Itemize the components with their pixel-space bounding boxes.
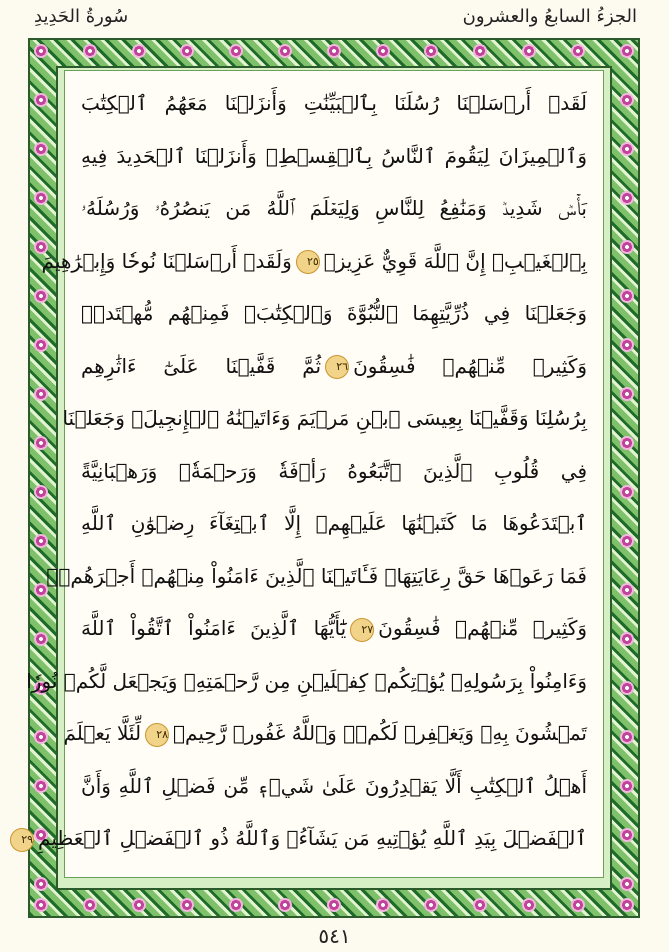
page-header xyxy=(0,0,669,40)
verse-text: تَمۡشُونَ بِهِۦ وَيَغۡفِرۡ لَكُمۡۚ وَٱللَّهُ غَفُورٞ رَّحِيمٞ xyxy=(173,721,587,745)
verse-text: لَقَدۡ أَرۡسَلۡنَا رُسُلَنَا بِٱلۡبَيِّنَٰتِ وَأَنزَلۡنَا مَعَهُمُ ٱلۡكِتَٰبَ xyxy=(81,91,587,115)
rosette-ornament xyxy=(620,93,634,107)
verse-text: ٱلۡفَضۡلَ بِيَدِ ٱللَّهِ يُؤۡتِيهِ مَن يَشَآءُۚ وَٱللَّهُ ذُو ٱلۡفَضۡلِ ٱلۡعَظِيمِ xyxy=(38,826,587,850)
ayah-number-marker: ٢٦ xyxy=(325,355,349,379)
rosette-ornament xyxy=(620,877,634,891)
rosette-ornament xyxy=(34,289,48,303)
rosette-ornament xyxy=(34,779,48,793)
surah-title: سُورةُ الحَدِيدِ xyxy=(34,6,129,27)
verse-text: بَأۡسٞ شَدِيدٞ وَمَنَٰفِعُ لِلنَّاسِ وَلِيَعۡلَمَ ٱللَّهُ مَن يَنصُرُهُۥ وَرُسُلَهُۥ xyxy=(81,196,587,220)
rosette-ornament xyxy=(620,191,634,205)
rosette-ornament xyxy=(376,898,390,912)
rosette-ornament xyxy=(278,898,292,912)
rosette-ornament xyxy=(620,779,634,793)
verse-line xyxy=(41,241,587,281)
rosette-ornament xyxy=(34,730,48,744)
verse-text: وَٱلۡمِيزَانَ لِيَقُومَ ٱلنَّاسُ بِٱلۡقِسۡطِۖ وَأَنزَلۡنَا ٱلۡحَدِيدَ فِيهِ xyxy=(81,143,587,168)
rosette-ornament xyxy=(522,44,536,58)
rosette-ornament xyxy=(571,44,585,58)
rosette-ornament xyxy=(620,44,634,58)
rosette-ornament xyxy=(34,436,48,450)
verse-text: لِّئَلَّا يَعۡلَمَ xyxy=(63,721,142,745)
rosette-ornament xyxy=(620,534,634,548)
verse-text: أَهۡلُ ٱلۡكِتَٰبِ أَلَّا يَقۡدِرُونَ عَلَىٰ شَيۡءٖ مِّن فَضۡلِ ٱللَّهِ وَأَنَّ xyxy=(81,773,587,798)
verse-text: ثُمَّ قَفَّيۡنَا عَلَىٰٓ ءَاثَٰرِهِم xyxy=(81,353,322,378)
verse-line xyxy=(62,398,587,438)
verse-text: فَمَا رَعَوۡهَا حَقَّ رِعَايَتِهَاۖ فَـَٔاتَيۡنَا ٱلَّذِينَ ءَامَنُواْ مِنۡهُمۡ أَجۡرَهُمۡۖ xyxy=(46,563,587,588)
rosette-ornament xyxy=(34,44,48,58)
verse-text: بِرُسُلِنَا وَقَفَّيۡنَا بِعِيسَى ٱبۡنِ مَرۡيَمَ وَءَاتَيۡنَٰهُ ٱلۡإِنجِيلَۖ وَجَعَلۡنَا xyxy=(62,406,587,430)
verse-line xyxy=(81,346,587,386)
verse-line xyxy=(81,451,587,491)
verse-line xyxy=(81,188,587,228)
verse-line xyxy=(21,818,587,858)
rosette-ornament xyxy=(522,898,536,912)
rosette-ornament xyxy=(620,632,634,646)
ayah-number-marker: ٢٨ xyxy=(145,723,169,747)
rosette-ornament xyxy=(278,44,292,58)
ayah-number-marker: ٢٩ xyxy=(10,828,34,852)
verse-line xyxy=(81,293,587,333)
ayah-number-marker: ٢٥ xyxy=(296,250,320,274)
rosette-ornament xyxy=(571,898,585,912)
verse-text: وَكَثِيرٞ مِّنۡهُمۡ فَٰسِقُونَ xyxy=(353,353,587,378)
verse-text: وَكَثِيرٞ مِّنۡهُمۡ فَٰسِقُونَ xyxy=(378,616,587,640)
verse-line xyxy=(81,503,587,543)
verse-text: وَجَعَلۡنَا فِي ذُرِّيَّتِهِمَا ٱلنُّبُوَّةَ وَٱلۡكِتَٰبَۖ فَمِنۡهُم مُّهۡتَدٖۖ xyxy=(81,301,587,325)
verse-line xyxy=(81,608,587,648)
verse-text: وَلَقَدۡ أَرۡسَلۡنَا نُوحٗا وَإِبۡرَٰهِيمَ xyxy=(41,248,292,273)
verse-line xyxy=(81,766,587,806)
rosette-ornament xyxy=(620,387,634,401)
rosette-ornament xyxy=(132,898,146,912)
rosette-ornament xyxy=(327,898,341,912)
rosette-ornament xyxy=(34,191,48,205)
verse-text: ٱبۡتَدَعُوهَا مَا كَتَبۡنَٰهَا عَلَيۡهِمۡ إِلَّا ٱبۡتِغَآءَ رِضۡوَٰنِ ٱللَّهِ xyxy=(81,511,587,535)
verse-line xyxy=(63,713,587,753)
rosette-ornament xyxy=(620,898,634,912)
rosette-ornament xyxy=(620,142,634,156)
verse-line xyxy=(81,136,587,176)
juz-title: الجزءُ السابعُ والعشرون xyxy=(462,6,637,27)
rosette-ornament xyxy=(620,583,634,597)
rosette-ornament xyxy=(34,338,48,352)
verse-text: بِٱلۡغَيۡبِۚ إِنَّ ٱللَّهَ قَوِيٌّ عَزِيزٞ xyxy=(323,248,587,273)
verse-text: فِي قُلُوبِ ٱلَّذِينَ ٱتَّبَعُوهُ رَأۡفَةٗ وَرَحۡمَةٗۚ وَرَهۡبَانِيَّةً xyxy=(81,458,587,483)
rosette-ornament xyxy=(34,898,48,912)
verse-text: وَءَامِنُواْ بِرَسُولِهِۦ يُؤۡتِكُمۡ كِفۡلَيۡنِ مِن رَّحۡمَتِهِۦ وَيَجۡعَل لَّكُمۡ نُورٗا xyxy=(26,668,587,693)
rosette-ornament xyxy=(620,828,634,842)
rosette-ornament xyxy=(34,877,48,891)
rosette-ornament xyxy=(34,632,48,646)
rosette-ornament xyxy=(620,240,634,254)
rosette-ornament xyxy=(132,44,146,58)
rosette-ornament xyxy=(83,44,97,58)
rosette-ornament xyxy=(620,681,634,695)
verse-line xyxy=(46,556,587,596)
rosette-ornament xyxy=(620,485,634,499)
rosette-ornament xyxy=(327,44,341,58)
rosette-ornament xyxy=(620,338,634,352)
page-number: ٥٤١ xyxy=(318,924,351,948)
rosette-ornament xyxy=(34,93,48,107)
rosette-ornament xyxy=(620,730,634,744)
quran-text-area xyxy=(21,70,604,878)
rosette-ornament xyxy=(620,289,634,303)
verse-line xyxy=(26,661,587,701)
verse-text: يَٰٓأَيُّهَا ٱلَّذِينَ ءَامَنُواْ ٱتَّقُواْ ٱللَّهَ xyxy=(81,616,347,640)
rosette-ornament xyxy=(34,387,48,401)
rosette-ornament xyxy=(34,142,48,156)
rosette-ornament xyxy=(34,534,48,548)
rosette-ornament xyxy=(620,436,634,450)
rosette-ornament xyxy=(376,44,390,58)
rosette-ornament xyxy=(34,485,48,499)
ayah-number-marker: ٢٧ xyxy=(350,618,374,642)
rosette-ornament xyxy=(83,898,97,912)
verse-line xyxy=(81,83,587,123)
